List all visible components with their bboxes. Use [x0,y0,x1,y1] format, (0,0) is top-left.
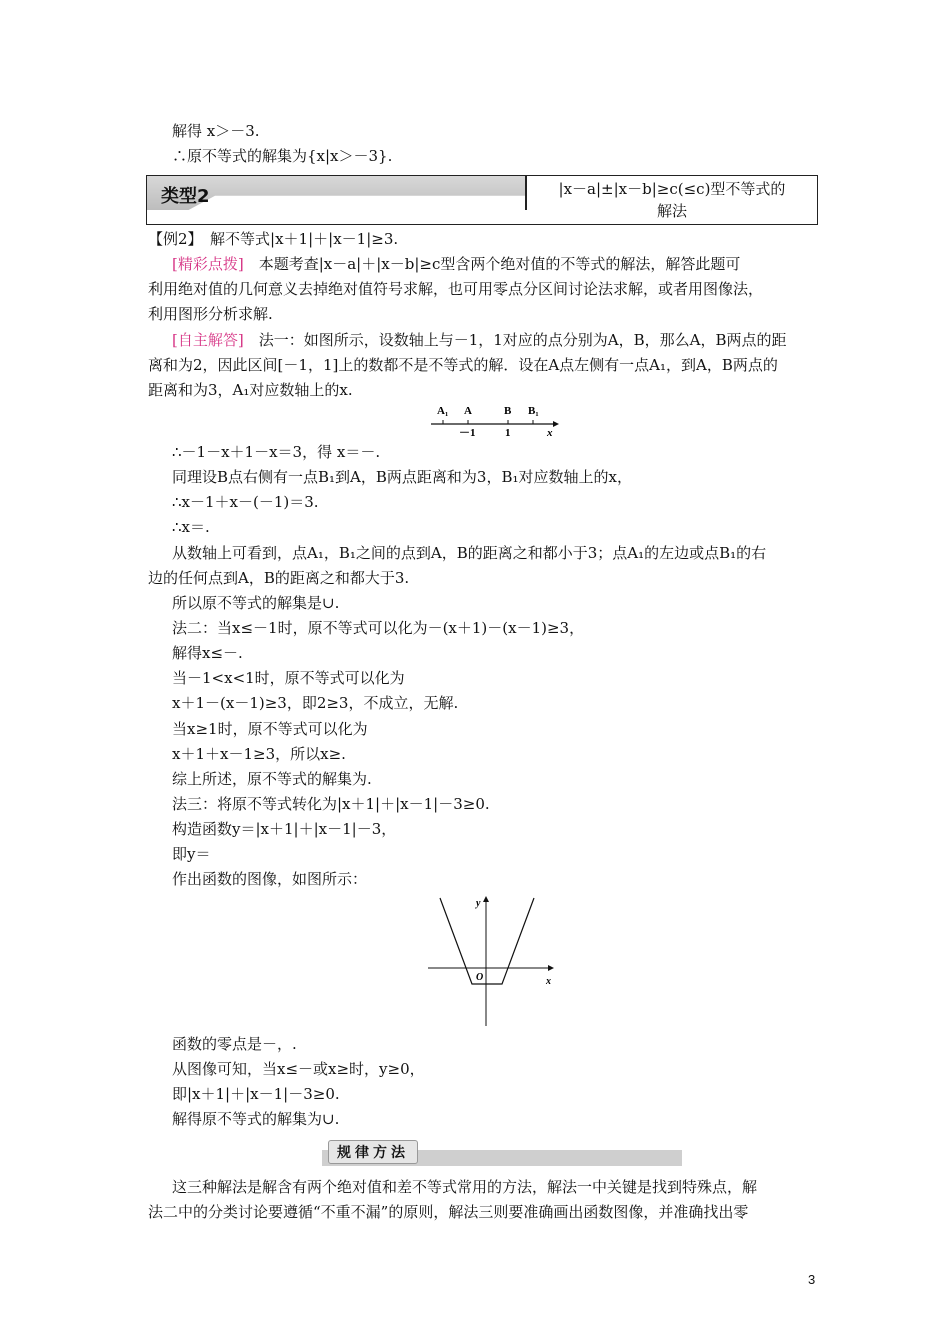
text-line: 从数轴上可看到，点A₁，B₁之间的点到A，B的距离之和都小于3；点A₁的左边或点B₁的右 [172,544,767,562]
text-line: ∴x－1＋x－(－1)＝3. [172,493,319,511]
type-banner [146,175,818,225]
text-line: 函数的零点是－，. [172,1035,297,1053]
page-number: 3 [808,1272,816,1287]
solve-line1 [172,330,787,350]
graph-origin-label: O [476,972,484,983]
text-line: 即y＝ [172,845,211,863]
tick-label-neg1: －1 [459,427,476,439]
text-line: 作出函数的图像，如图所示： [172,870,368,888]
function-graph [424,892,564,1032]
label-a1: A₁ [437,405,449,417]
banner-title-line1: |x－a|±|x－b|≥c(≤c)型不等式的 [558,180,786,198]
graph-y-label: y [476,898,481,909]
text-line: 同理设B点右侧有一点B₁到A，B两点距离和为3，B₁对应数轴上的x， [172,468,632,486]
tick-label-1: 1 [505,427,511,439]
text-line: 解得x≤－. [172,644,243,662]
text-line: 解得 x＞－3. [172,122,260,140]
section-label: 规律方法 [328,1140,418,1164]
label-b1: B₁ [528,405,539,417]
solve-text: 法一：如图所示，设数轴上与－1，1对应的点分别为A，B，那么A，B两点的距 [243,331,787,349]
label-a: A [464,405,472,417]
solve-tag: [自主解答] [172,331,244,349]
text-line: 解得原不等式的解集为∪. [172,1110,340,1128]
summary-line2: 法二中的分类讨论要遵循“不重不漏”的原则，解法三则要准确画出函数图像，并准确找出零 [148,1203,749,1221]
label-b: B [504,405,512,417]
text-line: ∴原不等式的解集为{x|x＞－3}. [172,147,393,165]
hint-tag: [精彩点拨] [172,255,244,273]
number-line-figure [425,400,565,440]
graph-curve [440,898,534,984]
method-section-bar [322,1140,682,1166]
banner-title [529,178,815,222]
hint-line2: 利用绝对值的几何意义去掉绝对值符号求解，也可用零点分区间讨论法求解，或者用图像法， [148,280,764,298]
graph-y-arrow [483,896,489,902]
text-line: 法二：当x≤－1时，原不等式可以化为－(x＋1)－(x－1)≥3， [172,619,585,637]
axis-label-x: x [547,427,553,439]
hint-line1 [172,254,740,274]
text-line: 边的任何点到A，B的距离之和都大于3. [148,569,410,587]
text-line: x＋1－(x－1)≥3，即2≥3，不成立，无解. [172,694,459,712]
solve-line3: 距离和为3，A₁对应数轴上的x. [148,381,353,399]
text-line: 即|x＋1|＋|x－1|－3≥0. [172,1085,340,1103]
number-line-arrow [553,421,559,427]
text-line: 综上所述，原不等式的解集为. [172,770,372,788]
banner-divider [525,176,527,210]
solve-line2: 离和为2，因此区间[－1，1]上的数都不是不等式的解．设在A点左侧有一点A₁，到A，B两点的 [148,356,778,374]
banner-type-label: 类型2 [161,186,210,207]
summary-line1: 这三种解法是解含有两个绝对值和差不等式常用的方法，解法一中关键是找到特殊点，解 [172,1178,758,1196]
text-line: ∴x＝. [172,518,210,536]
example-heading: 【例2】 解不等式|x＋1|＋|x－1|≥3. [148,230,399,248]
graph-x-label: x [546,976,551,987]
text-line: 所以原不等式的解集是∪. [172,594,340,612]
text-line: 当－1<x<1时，原不等式可以化为 [172,669,405,687]
text-line: 构造函数y＝|x＋1|＋|x－1|－3， [172,820,397,838]
hint-line3: 利用图形分析求解. [148,305,273,323]
text-line: 法三：将原不等式转化为|x＋1|＋|x－1|－3≥0. [172,795,490,813]
graph-x-arrow [548,965,554,971]
text-line: 从图像可知，当x≤－或x≥时，y≥0， [172,1060,425,1078]
banner-title-line2: 解法 [656,202,687,220]
text-line: x＋1＋x－1≥3，所以x≥. [172,745,346,763]
text-line: ∴－1－x＋1－x＝3，得 x＝－. [172,443,381,461]
hint-text: 本题考查|x－a|＋|x－b|≥c型含两个绝对值的不等式的解法，解答此题可 [243,255,741,273]
text-line: 当x≥1时，原不等式可以化为 [172,720,368,738]
